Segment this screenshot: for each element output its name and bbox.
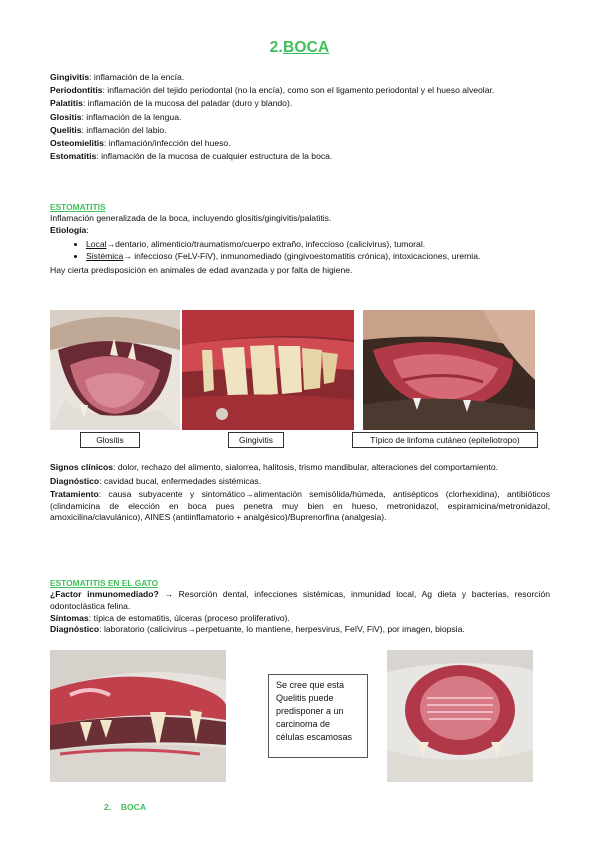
intro-text: Inflamación generalizada de la boca, incluyendo glositis/gingivitis/palatitis. [50,213,332,224]
signos-paragraph [50,462,550,474]
photo-cat-stomatitis [387,650,533,782]
predisposicion-text: Hay cierta predisposición en animales de edad avanzada y por falta de higiene. [50,264,353,275]
diagnostico-term: Diagnóstico [50,475,100,486]
sintomas-paragraph [50,613,550,625]
definition-text: : inflamación de la lengua. [81,111,182,122]
definition-term: Glositis [50,111,82,122]
signos-term: Signos clínicos [50,462,114,472]
tratamiento-paragraph [50,489,550,524]
section-heading: ESTOMATITIS EN EL GATO [50,578,159,588]
note-box: Se cree que esta Quelitis puede predisponer a un carcinoma de células escamosas [268,674,368,758]
clinical-section [50,462,550,524]
list-item [86,251,550,263]
etiologia-term: Etiología [50,224,87,235]
definition-item [50,112,550,124]
factor-paragraph [50,589,550,612]
caption-gingivitis: Gingivitis [228,432,284,448]
definition-item [50,98,550,110]
gato-section [50,578,550,636]
definition-term: Quelitis [50,124,82,135]
definition-text: : inflamación del labio. [81,124,167,135]
title-number: 2. [269,39,283,56]
sintomas-term: Síntomas [50,612,89,623]
definition-term: Osteomielitis [50,137,104,148]
definition-text: : inflamación de la mucosa del paladar (duro y blando). [82,98,293,109]
definition-item [50,72,550,84]
bullet-label: Sistémica [86,251,124,262]
definition-item [50,125,550,137]
definition-term: Periodontitis [50,85,103,96]
tratamiento-text: : causa subyacente y sintomático→alimentación semisólida/húmeda, antisépticos (clorhexidina), antibióticos (clindamicina de elección en boca pues penetra muy bien en hueso, metronidazol, espiramicina/metronidazol, amoxicilina/clavulánico), AINES (antiinflamatorio + analgésico)/Buprenorfina (analgesia). [50,489,550,523]
definition-term: Estomatitis [50,151,97,162]
definition-text: : inflamación de la mucosa de cualquier estructura de la boca. [96,151,333,162]
gato-diagnostico-term: Diagnóstico [50,624,100,635]
definition-item [50,151,550,163]
section-heading: ESTOMATITIS [50,202,106,212]
photo-cat-quelitis [50,650,226,782]
definition-term: Gingivitis [50,72,90,82]
bullet-text: → infeccioso (FeLV-FiV), inmunomediado (gingivoestomatitis crónica), intoxicaciones, uremia. [123,251,481,262]
photo-linfoma [363,310,535,430]
bullet-text: →dentario, alimenticio/traumatismo/cuerpo extraño, infeccioso (calicivirus), tumoral. [106,238,426,249]
photo-gingivitis [182,310,354,430]
sintomas-text: : típica de estomatitis, úlceras (proceso proliferativo). [88,612,290,623]
page-title [0,38,599,59]
caption-linfoma: Típico de linfoma cutáneo (epiteliotropo) [352,432,538,448]
photo-glositis [50,310,180,430]
definition-text: : inflamación de la encía. [89,72,185,82]
footer [104,802,146,814]
definitions-list [50,72,550,164]
definition-text: : inflamación/infección del hueso. [103,137,231,148]
caption-glositis: Glositis [80,432,140,448]
estomatitis-section [50,202,550,276]
signos-text: : dolor, rechazo del alimento, sialorrea, halitosis, trismo mandibular, alteraciones del comportamiento. [113,462,499,472]
factor-text: → Resorción dental, infecciones sistémicas, inmunidad local, Ag dieta y bacterias, resorción odontoclástica felina. [50,589,551,611]
gato-diagnostico-paragraph [50,624,550,636]
footer-number: 2. [104,802,112,812]
tratamiento-term: Tratamiento [50,489,99,500]
etiologia-colon: : [86,224,89,235]
title-text: BOCA [282,39,330,56]
etiologia-list [50,239,550,263]
etiologia-label [50,225,550,237]
definition-item [50,138,550,150]
diagnostico-paragraph [50,476,550,488]
footer-text: BOCA [120,802,147,812]
definition-term: Palatitis [50,98,83,109]
factor-term: ¿Factor inmunomediado? [50,589,159,600]
gato-diagnostico-text: : laboratorio (calicivirus→perpetuante, lo mantiene, herpesvirus, FeIV, FiV), por imagen, biopsia. [99,624,465,635]
diagnostico-text: : cavidad bucal, enfermedades sistémicas. [99,475,262,486]
list-item [86,239,550,251]
bullet-label: Local [86,238,107,249]
definition-item [50,85,550,97]
definition-text: : inflamación del tejido periodontal (no la encía), como son el ligamento periodontal y el hueso alveolar. [102,85,495,96]
